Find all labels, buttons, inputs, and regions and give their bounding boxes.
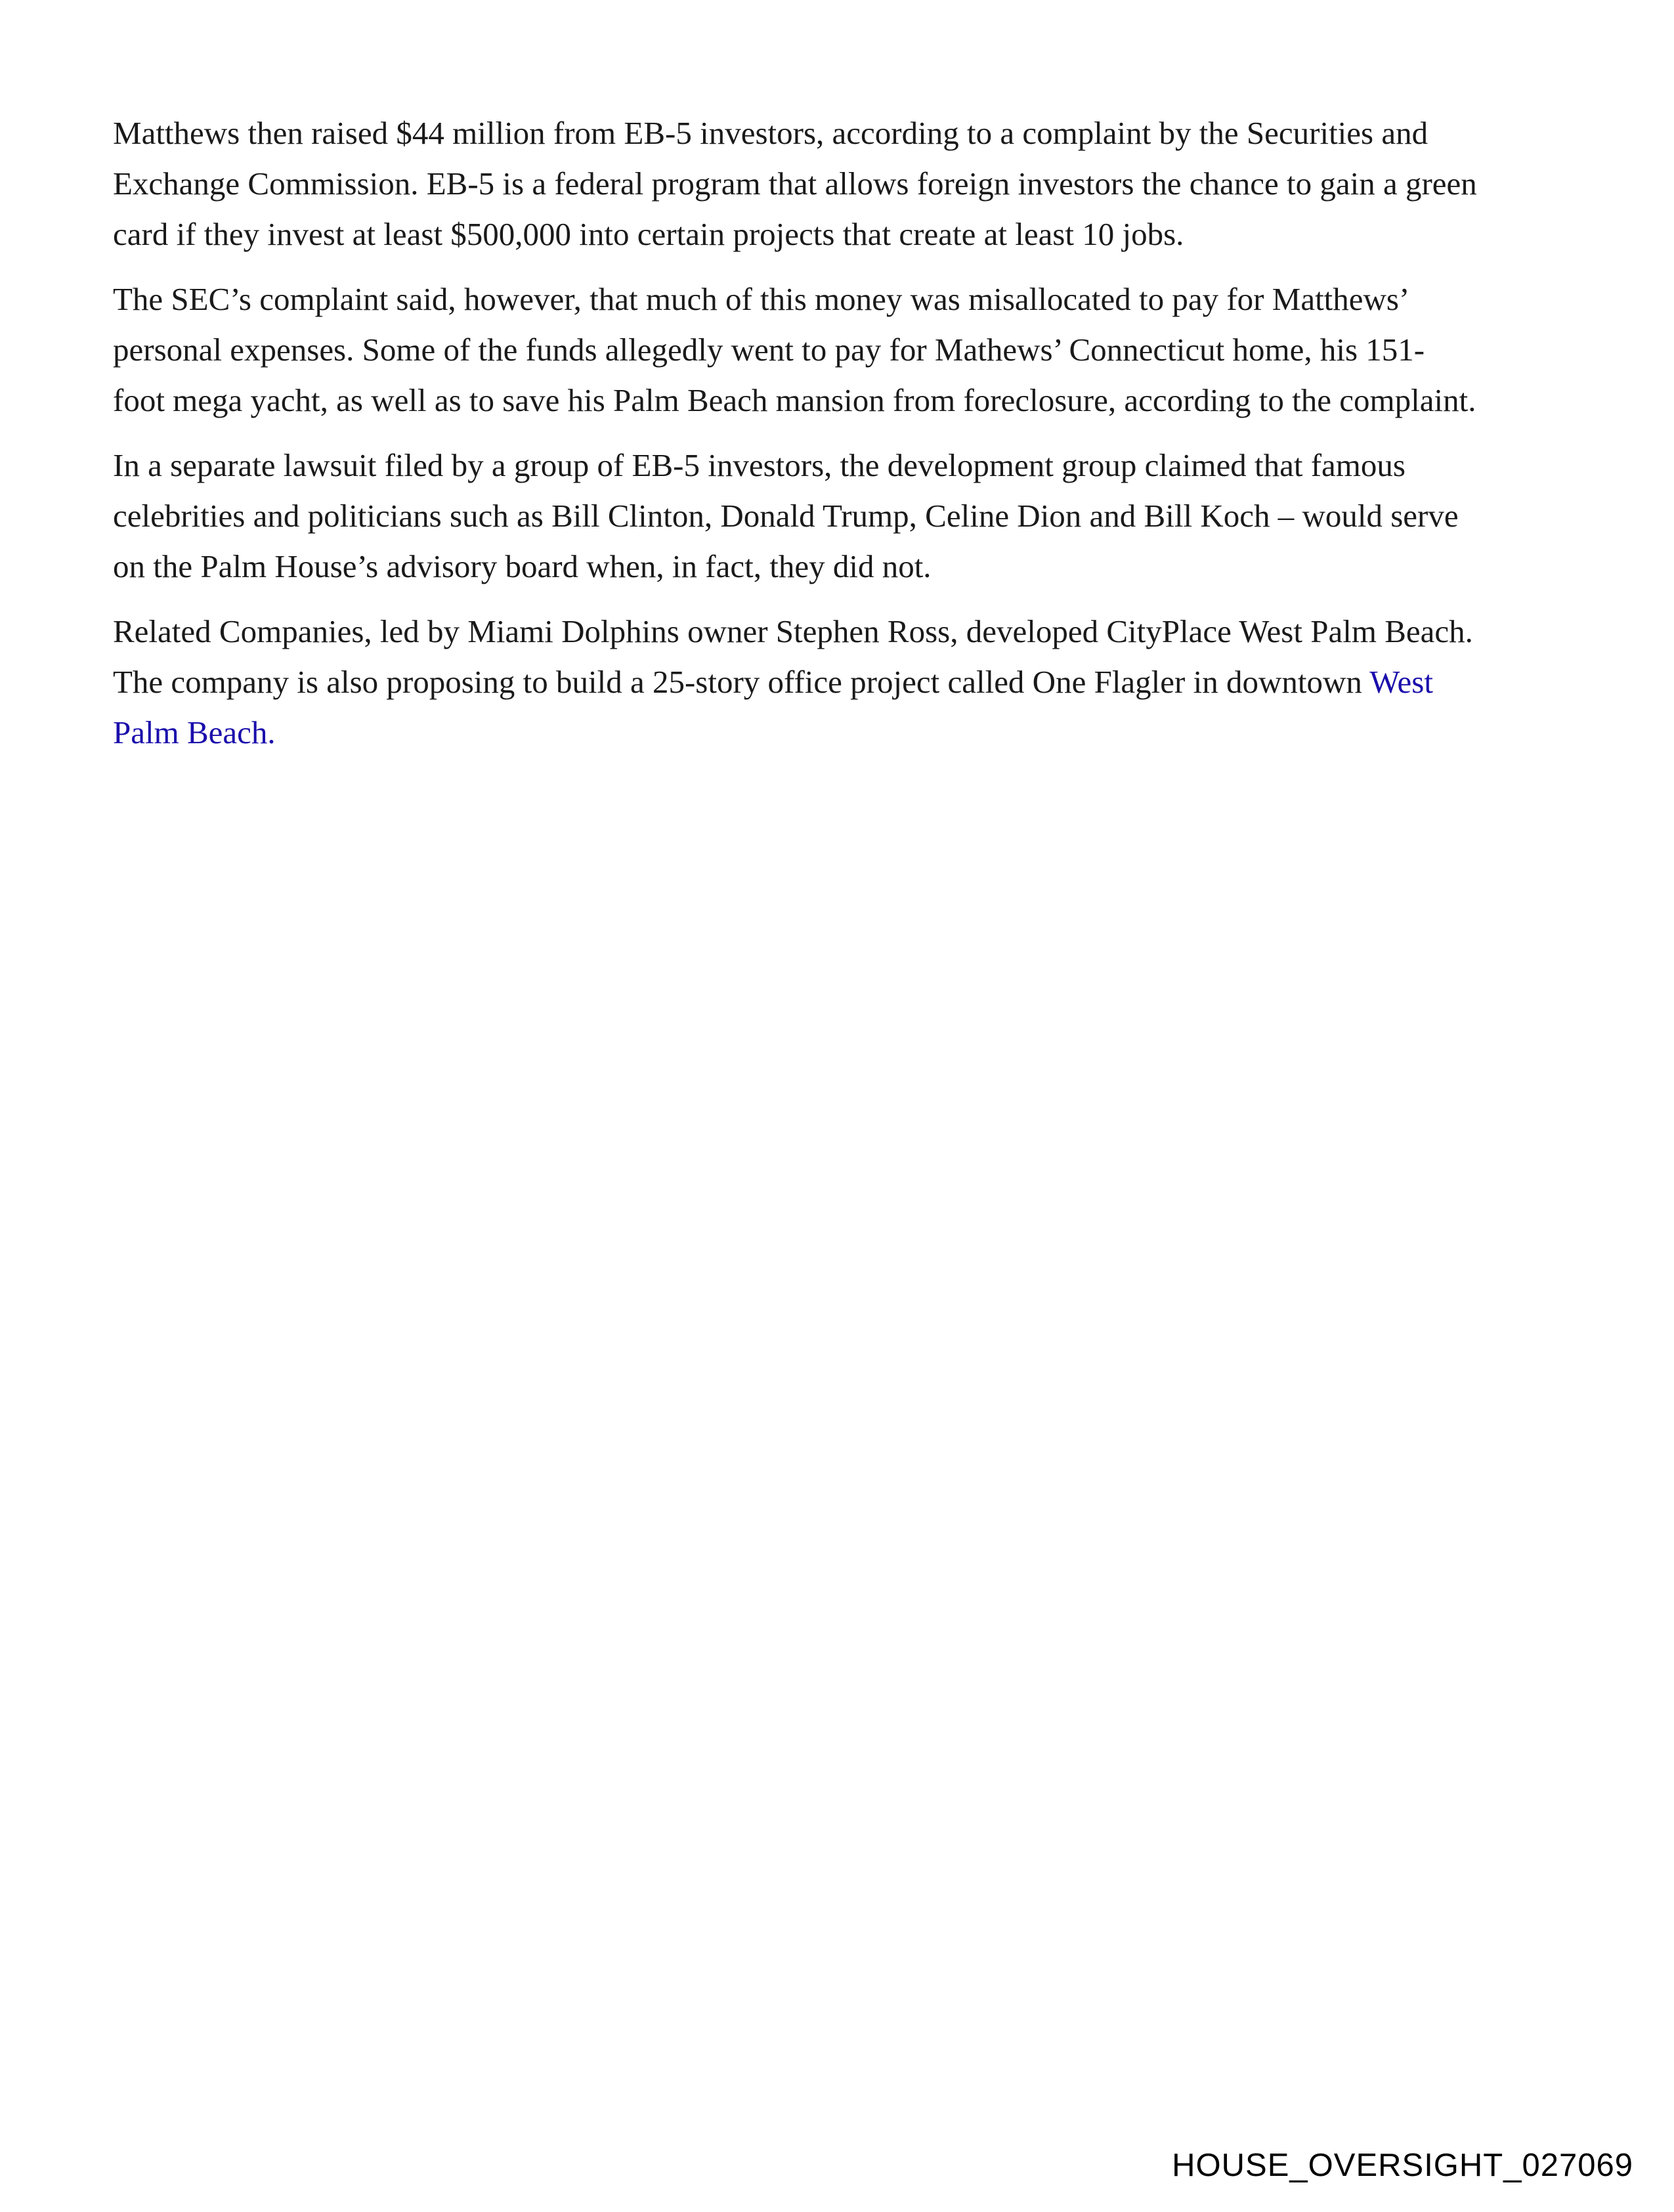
paragraph-eb5-investors bbox=[113, 108, 1583, 259]
text-line: card if they invest at least $500,000 into certain projects that create at least 10 jobs. bbox=[113, 216, 1184, 252]
text-line bbox=[113, 657, 1583, 707]
paragraph-related-companies bbox=[113, 606, 1583, 758]
text-line bbox=[113, 707, 1583, 758]
paragraph-separate-lawsuit bbox=[113, 440, 1583, 592]
west-palm-beach-link[interactable]: West bbox=[1369, 664, 1433, 700]
text-line: foot mega yacht, as well as to save his Palm Beach mansion from foreclosure, according to the complaint. bbox=[113, 382, 1476, 418]
text-line: Matthews then raised $44 million from EB-5 investors, according to a complaint by the Securities and bbox=[113, 115, 1428, 151]
west-palm-beach-link-continued[interactable]: Palm Beach. bbox=[113, 714, 276, 750]
text-line: In a separate lawsuit filed by a group of EB-5 investors, the development group claimed that famous bbox=[113, 447, 1406, 483]
text-line: The SEC’s complaint said, however, that much of this money was misallocated to pay for Matthews’ bbox=[113, 281, 1410, 317]
text-line: personal expenses. Some of the funds allegedly went to pay for Mathews’ Connecticut home, his 151- bbox=[113, 332, 1425, 368]
paragraph-sec-complaint bbox=[113, 274, 1583, 425]
bates-number: HOUSE_OVERSIGHT_027069 bbox=[1172, 2148, 1633, 2183]
text-segment: The company is also proposing to build a 25-story office project called One Flagler in downtown bbox=[113, 664, 1370, 700]
text-line: on the Palm House’s advisory board when, in fact, they did not. bbox=[113, 548, 932, 584]
text-line: Exchange Commission. EB-5 is a federal program that allows foreign investors the chance to gain a green bbox=[113, 165, 1477, 202]
text-line: Related Companies, led by Miami Dolphins owner Stephen Ross, developed CityPlace West Palm Beach. bbox=[113, 613, 1473, 649]
text-line: celebrities and politicians such as Bill Clinton, Donald Trump, Celine Dion and Bill Koch – would serve bbox=[113, 498, 1459, 534]
article-body bbox=[113, 108, 1583, 772]
